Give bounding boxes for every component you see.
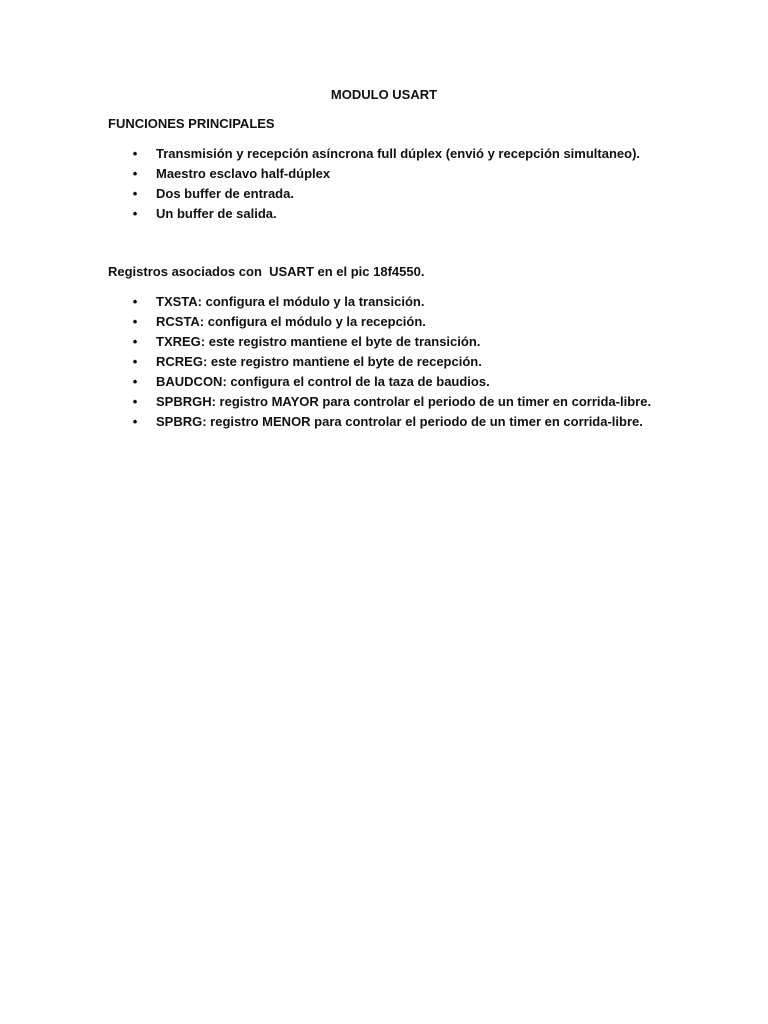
registros-list [108, 292, 668, 432]
list-item-text: SPBRG: registro MENOR para controlar el periodo de un timer en corrida-libre. [156, 414, 643, 429]
list-item [108, 204, 668, 224]
list-item-text: Un buffer de salida. [156, 206, 277, 221]
list-item [108, 372, 668, 392]
bullet-icon: • [132, 354, 138, 369]
list-item-text: BAUDCON: configura el control de la taza de baudios. [156, 374, 490, 389]
bullet-icon: • [132, 206, 138, 221]
section-heading-registros: Registros asociados con USART en el pic 18f4550. [108, 264, 425, 279]
list-item-text: SPBRGH: registro MAYOR para controlar el periodo de un timer en corrida-libre. [156, 394, 652, 409]
list-item [108, 352, 668, 372]
list-item [108, 312, 668, 332]
list-item-text: Dos buffer de entrada. [156, 186, 294, 201]
list-item-text: TXREG: este registro mantiene el byte de transición. [156, 334, 481, 349]
bullet-icon: • [132, 166, 138, 181]
funciones-list [108, 144, 668, 224]
bullet-icon: • [132, 314, 138, 329]
bullet-icon: • [132, 186, 138, 201]
list-item-text: Maestro esclavo half-dúplex [156, 166, 331, 181]
list-item [108, 144, 668, 164]
list-item-text: RCREG: este registro mantiene el byte de recepción. [156, 354, 482, 369]
list-item-text: TXSTA: configura el módulo y la transición. [156, 294, 425, 309]
section-heading-funciones: FUNCIONES PRINCIPALES [108, 116, 275, 131]
list-item [108, 392, 668, 412]
document-title: MODULO USART [330, 87, 438, 102]
list-item-text: RCSTA: configura el módulo y la recepción. [156, 314, 426, 329]
list-item-text: Transmisión y recepción asíncrona full dúplex (envió y recepción simultaneo). [156, 146, 641, 161]
list-item [108, 412, 668, 432]
bullet-icon: • [132, 294, 138, 309]
list-item [108, 184, 668, 204]
bullet-icon: • [132, 394, 138, 409]
bullet-icon: • [132, 414, 138, 429]
bullet-icon: • [132, 374, 138, 389]
list-item [108, 332, 668, 352]
bullet-icon: • [132, 146, 138, 161]
list-item [108, 292, 668, 312]
bullet-icon: • [132, 334, 138, 349]
list-item [108, 164, 668, 184]
